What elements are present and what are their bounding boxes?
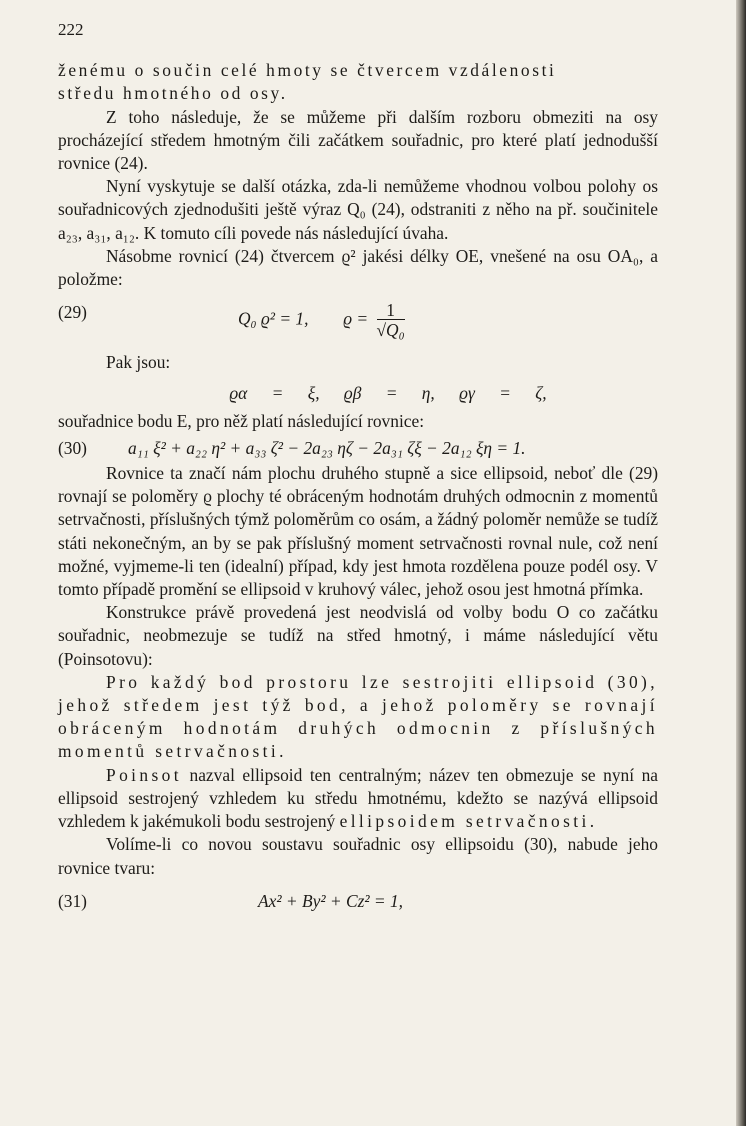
- paragraph-intro-line-2: středu hmotného od osy.: [58, 83, 288, 104]
- paragraph-8: Volíme-li co novou soustavu souřadnic osy ellipsoidu (30), nabude jeho rovnice tvaru:: [58, 834, 658, 878]
- paragraph-5: Rovnice ta značí nám plochu druhého stupně a sice ellipsoid, neboť dle (29) rovnají se poloměry ϱ plochy té obráceným hodnotám druhých odmocnin z momentů setrvačnosti, příslušných týmž poloměrům co osám, a žádný poloměr nemůže se tudíž státi nekonečným, an by se pak příslušný moment setrvačnosti rovnal nule, což není možné, vyjmeme-li ten (idealní) případ, kdy jest hmota rozdělena pouze podél osy. V tomto případě promění se ellipsoid v kruhový válec, jehož osou jest hmotná přímka.: [58, 463, 658, 600]
- paragraph-intro-line-1: ženému o součin celé hmoty se čtvercem vzdálenosti: [58, 60, 557, 81]
- equation-number: (31): [58, 890, 87, 911]
- equation-31: [58, 890, 658, 913]
- page-number: 222: [58, 20, 84, 39]
- fraction-numerator: 1: [377, 301, 405, 320]
- paragraph-1: Z toho následuje, že se můžeme při dalším rozboru obmeziti na osy procházející středem hmotným čili začátkem souřadnic, pro které platí jednodušší rovnice (24).: [58, 106, 658, 174]
- theorem-statement: Pro každý bod prostoru lze sestrojiti ellipsoid (30), jehož středem jest týž bod, a jehož poloměry se rovnají obráceným hodnotám druhých odmocnin z příslušných momentů setrvačnosti.: [58, 671, 658, 762]
- equation-body: Ax² + By² + Cz² = 1,: [258, 890, 404, 911]
- equation-rho: ϱ =: [343, 308, 369, 329]
- author-name: Poinsot: [106, 764, 182, 785]
- equation-30: [58, 437, 658, 460]
- pak-jsou: Pak jsou:: [106, 352, 171, 373]
- page-edge: [736, 0, 746, 1126]
- paragraph-3: Násobme rovnicí (24) čtvercem ϱ² jakési délky OE, vnešené na osu OA₀, a položme:: [58, 245, 658, 290]
- equation-left: Q₀ ϱ² = 1,: [238, 308, 309, 329]
- equation-number: (29): [58, 302, 87, 323]
- equation-29: [58, 297, 658, 347]
- book-page: [58, 18, 658, 913]
- fraction: [377, 301, 405, 340]
- paragraph-2: Nyní vyskytuje se další otázka, zda-li nemůžeme vhodnou volbou polohy os souřadnicových zjednodušiti ještě výraz Q₀ (24), odstraniti z něho na př. součinitele a₂₃, a₃₁, a₁₂. K tomuto cíli povede nás následující úvaha.: [58, 176, 658, 243]
- fraction-denominator: √Q₀: [376, 320, 405, 341]
- paragraph-4: souřadnice bodu E, pro něž platí následující rovnice:: [58, 410, 425, 431]
- equation-body: a₁₁ ξ² + a₂₂ η² + a₃₃ ζ² − 2a₂₃ ηζ − 2a₃₁ ζξ − 2a₁₂ ξη = 1.: [128, 437, 526, 458]
- equation-number: (30): [58, 437, 87, 458]
- paragraph-7-text: nazval ellipsoid ten centralným; název ten obmezuje se nyní na ellipsoid sestrojený vzhledem ku středu hmotnému, kdežto se nazývá ellipsoid vzhledem k jakémukoli bodu sestrojený: [58, 764, 658, 832]
- emphasis-term: ellipsoidem setrvačnosti.: [339, 811, 598, 832]
- paragraph-6: Konstrukce právě provedená jest neodvislá od volby bodu O co začátku souřadnic, neobmezuje se tudíž na střed hmotný, i máme následující větu (Poinsotovu):: [58, 602, 658, 669]
- equation-coordinates: ϱα = ξ, ϱβ = η, ϱγ = ζ,: [229, 383, 547, 404]
- paragraph-7: [58, 764, 658, 834]
- equation-body: [238, 301, 405, 340]
